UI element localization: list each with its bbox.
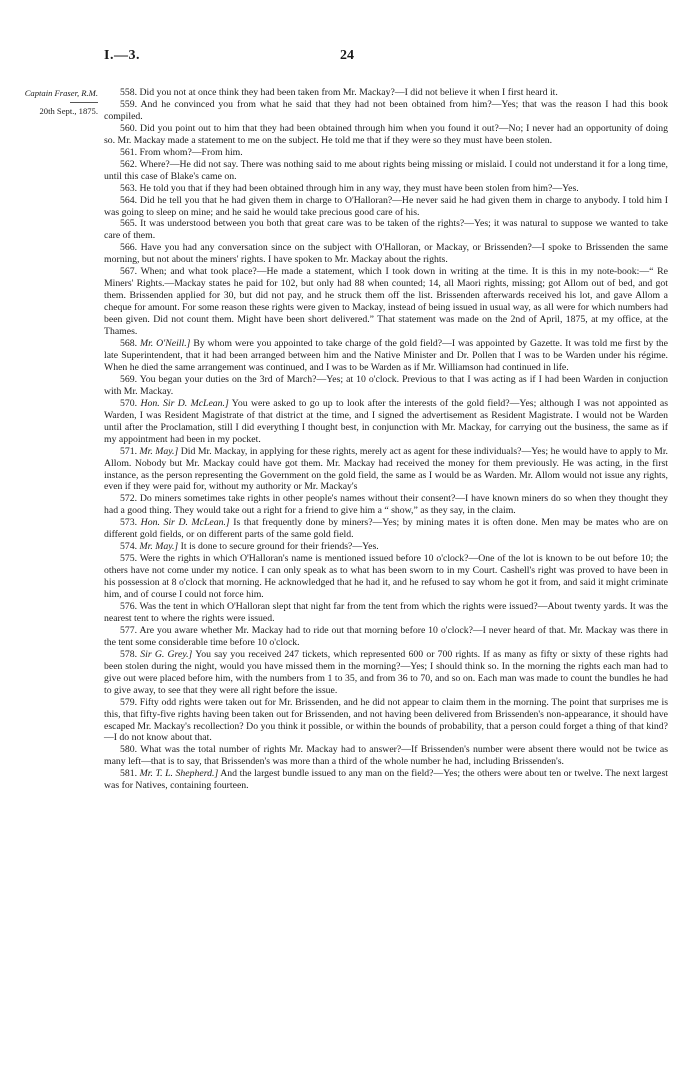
testimony-paragraph [104, 493, 668, 517]
testimony-paragraph [104, 123, 668, 147]
testimony-paragraph [104, 697, 668, 745]
testimony-text: What was the total number of rights Mr. Mackay had to answer?—If Brissenden's number were absent there would not be twice as many left—that is to say, that Brissenden's was more than a third of the whole number he had, including Brissenden's. [104, 744, 668, 768]
question-number: 579. [120, 696, 138, 708]
testimony-text: And the largest bundle issued to any man on the field?—Yes; the others were about ten or twelve. The next largest was for Natives, containing fourteen. [104, 768, 669, 792]
question-number: 581. [120, 768, 138, 780]
question-number: 565. [120, 218, 138, 230]
question-number: 575. [120, 553, 138, 565]
testimony-text: It was understood between you both that great care was to be taken of the rights?—Yes; it was natural to suppose we wanted to take care of them. [104, 218, 669, 242]
testimony-text: Do miners sometimes take rights in other people's names without their consent?—I have known miners do so when they thought they had a good thing. They would take out a right for a friend to give him a “ show,” as they say, in the claim. [104, 493, 669, 517]
testimony-text: You were asked to go up to look after the interests of the gold field?—Yes; although I was not appointed as Warden, I was Resident Magistrate of that district at the time, and I signed the advertisement as Resident Magistrate. I would not be Warden until after the Proclamation, still I did everything I thought best, in conjunction with Mr. Mackay, for carrying out the business, the same as if my appointment had been in my pocket. [104, 397, 668, 445]
testimony-paragraph [104, 625, 668, 649]
question-number: 577. [120, 624, 138, 636]
document-reference: I.—3. [104, 48, 140, 63]
testimony-paragraph [104, 183, 668, 195]
question-number: 566. [120, 242, 138, 254]
margin-divider [70, 102, 98, 103]
testimony-paragraph [104, 218, 668, 242]
testimony-text: Have you had any conversation since on the subject with O'Halloran, or Mackay, or Brissenden?—I spoke to Brissenden the same morning, but not about the miners' rights. I have spoken to Mr. Mackay about the rights. [104, 242, 669, 266]
question-number: 561. [120, 146, 138, 158]
testimony-text: When; and what took place?—He made a statement, which I took down in writing at the time. It is this in my note-book:—“ Re Miners' Rights.—Mackay states he paid for 102, but only had 88 when counted; 14, all Maori rights, missing; got Allom out of bed, and got them. Brissenden applied for 30, but did not pay, and he struck them off the list. Brissenden afterwards received his lot, and gave Allom a cheque for amount. For some reason these rights were given to Mackay, instead of being issued in usual way, as all were for which numbers had been given. Did not count them. Might have been short delivered.” That statement was made on the 2nd of April, 1875, at my office, at the Thames. [104, 266, 668, 338]
question-number: 573. [120, 517, 138, 529]
testimony-text: He told you that if they had been obtained through him in any way, they must have been stolen from him?—Yes. [139, 182, 579, 194]
testimony-text: Did he tell you that he had given them in charge to O'Halloran?—He never said he had given them in charge to anybody. I told him I was going to sleep on mine; and he said he would take precious good care of his. [104, 194, 669, 218]
question-number: 580. [120, 744, 138, 756]
page-number: 24 [340, 48, 354, 63]
testimony-paragraph [104, 99, 668, 123]
testimony-paragraph [104, 195, 668, 219]
question-number: 570. [120, 397, 138, 409]
testimony-paragraph [104, 601, 668, 625]
question-number: 567. [120, 266, 138, 278]
testimony-text: You began your duties on the 3rd of March?—Yes; at 10 o'clock. Previous to that I was acting as if I had been Warden in conjuction with Mr. Mackay. [104, 373, 669, 397]
testimony-paragraph [104, 541, 668, 553]
testimony-paragraph [104, 398, 668, 446]
margin-note [14, 88, 98, 117]
testimony-paragraph [104, 553, 668, 601]
speaker-label: Mr. May.] [139, 541, 179, 553]
question-number: 576. [120, 600, 138, 612]
testimony-text: Are you aware whether Mr. Mackay had to ride out that morning before 10 o'clock?—I never heard of that. Mr. Mackay was there in the tent some considerable time before 10 o'clock. [104, 624, 668, 648]
testimony-paragraph [104, 768, 668, 792]
question-number: 562. [120, 158, 138, 170]
testimony-paragraph [104, 159, 668, 183]
testimony-paragraph [104, 446, 668, 494]
testimony-body [104, 87, 668, 792]
testimony-text: Where?—He did not say. There was nothing said to me about rights being missing or mislaid. I could not understand it for a long time, until this case of Blake's came on. [104, 158, 668, 182]
speaker-label: Mr. T. L. Shepherd.] [139, 768, 219, 780]
question-number: 568. [120, 338, 138, 350]
speaker-label: Hon. Sir D. McLean.] [140, 517, 230, 529]
question-number: 578. [120, 648, 138, 660]
question-number: 560. [120, 122, 138, 134]
margin-date: 20th Sept., 1875. [39, 106, 98, 116]
question-number: 558. [120, 87, 138, 98]
question-number: 569. [120, 373, 138, 385]
testimony-paragraph [104, 517, 668, 541]
testimony-text: From whom?—From him. [139, 146, 243, 158]
question-number: 572. [120, 493, 138, 505]
testimony-paragraph [104, 147, 668, 159]
question-number: 571. [120, 445, 138, 457]
testimony-text: By whom were you appointed to take charge of the gold field?—I was appointed by Gazette. It was told me first by the late Superintendent, that it had been arranged between him and the Native Minister and Dr. Pollen that I was to be Warden under his régime. When he died the same arrangement was continued, and I was to be Warden as if Mr. Williamson had continued in life. [104, 338, 668, 373]
question-number: 574. [120, 541, 138, 553]
testimony-text: And he convinced you from what he said that they had not been obtained from him?—Yes; that was the reason I had this book compiled. [104, 98, 668, 122]
testimony-paragraph [104, 374, 668, 398]
margin-witness-name: Captain Fraser, R.M. [24, 88, 98, 98]
testimony-text: You say you received 247 tickets, which represented 600 or 700 rights. If as many as fifty or sixty of these rights had been stolen during the night, would you have missed them in the morning?—Yes; I should think so. In the morning the rights each man had to give out were placed before him, with the numbers from 1 to 35, and from 36 to 70, and so on. Each man was made to count the bundles he had to give away, to see that they were all right before the issue. [104, 648, 668, 696]
question-number: 563. [120, 182, 138, 194]
question-number: 559. [120, 98, 138, 110]
testimony-paragraph [104, 87, 668, 99]
testimony-text: Is that frequently done by miners?—Yes; by mining mates it is often done. Men may be mates who are on different gold fields, or on different parts of the same gold field. [104, 517, 668, 541]
testimony-text: Were the rights in which O'Halloran's name is mentioned issued before 10 o'clock?—One of the lot is known to be out before 10; the others have not come under my notice. I can only speak as to what has been sworn to in my Court. Cashell's right was proved to have been in his possession at 8 o'clock that morning. He acknowledged that he had it, and he refused to say whom he got it from, and said it might criminate him, and of course I could not force him. [104, 553, 668, 601]
speaker-label: Hon. Sir D. McLean.] [140, 397, 229, 409]
testimony-paragraph [104, 744, 668, 768]
testimony-paragraph [104, 266, 668, 338]
testimony-text: Did you not at once think they had been taken from Mr. Mackay?—I did not believe it when I first heard it. [139, 87, 558, 98]
testimony-paragraph [104, 338, 668, 374]
testimony-paragraph [104, 649, 668, 697]
testimony-text: It is done to secure ground for their friends?—Yes. [180, 541, 379, 553]
speaker-label: Mr. O'Neill.] [139, 338, 191, 350]
testimony-text: Was the tent in which O'Halloran slept that night far from the tent from which the rights were issued?—About twenty yards. It was the nearest tent to where the rights were issued. [104, 600, 668, 624]
speaker-label: Mr. May.] [139, 445, 179, 457]
testimony-text: Did you point out to him that they had been obtained through him when you found it out?—No; I never had an opportunity of doing so. Mr. Mackay made a statement to me on the subject. He told me that if they were so they must have been stolen. [104, 122, 669, 146]
question-number: 564. [120, 194, 138, 206]
testimony-paragraph [104, 242, 668, 266]
testimony-text: Fifty odd rights were taken out for Mr. Brissenden, and he did not appear to claim them in the morning. The point that surprises me is this, that fifty-five rights having been taken out for Brissenden, and not having been delivered from Brissenden's non-appearance, it should have escaped Mr. Mackay's recollection? Do you think it possible, or within the bounds of probability, that a person could forget a thing of that kind?—I do not know about that. [104, 696, 668, 744]
testimony-text: Did Mr. Mackay, in applying for these rights, merely act as agent for these individuals?—Yes; he would have to apply to Mr. Allom. Nobody but Mr. Mackay could have got them. Mr. Mackay had received the money for them previously. He was acting, in the first instance, as the person representing the Government on the gold field, the same as I would be as Warden. Mr. Allom would not issue any rights, even if they were paid for, without my authority or Mr. Mackay's [104, 445, 668, 493]
speaker-label: Sir G. Grey.] [140, 648, 193, 660]
